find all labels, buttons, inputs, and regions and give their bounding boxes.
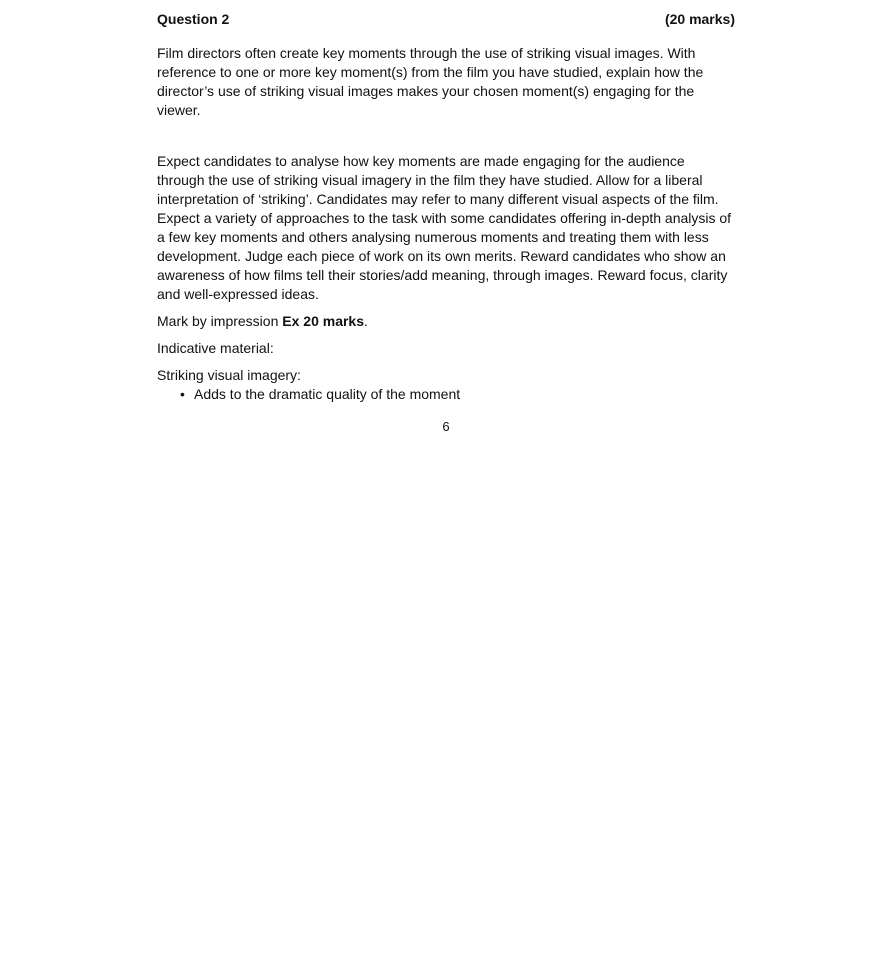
page-number: 6 [442,419,450,434]
marking-prefix: Mark by impression [157,313,283,329]
imagery-bullet-list [157,385,735,404]
question-header [157,10,735,28]
bullet-text: Adds to the dramatic quality of the moment [194,386,461,402]
marking-total: Ex 20 marks [282,313,364,329]
document-page [157,10,735,404]
marker-guidance: Expect candidates to analyse how key moments are made engaging for the audience through the use of striking visual imagery in the film they have studied. Allow for a liberal interpretation of ‘striking’. Candidates may refer to many different visual aspects of the film. Expect a variety of approaches to the task with some candidates offering in-depth analysis of a few key moments and others analysing numerous moments and treating them with less development. Judge each piece of work on its own merits. Reward candidates who show an awareness of how films tell their stories/add meaning, through images. Reward focus, clarity and well-expressed ideas. [157,153,732,302]
bullet-icon: • [180,386,185,402]
imagery-label: Striking visual imagery: [157,367,301,383]
question-text: Film directors often create key moments through the use of striking visual images. With reference to one or more key moment(s) from the film you have studied, explain how the director’s use of striking visual images makes your chosen moment(s) engaging for the viewer. [157,45,704,118]
imagery-section [157,366,735,404]
marks-label: (20 marks) [664,11,735,27]
question-label: Question 2 [157,11,230,27]
marking-suffix: . [364,313,368,329]
marking-instruction [157,312,735,331]
indicative-material-label: Indicative material: [157,340,274,356]
list-item [157,385,735,404]
